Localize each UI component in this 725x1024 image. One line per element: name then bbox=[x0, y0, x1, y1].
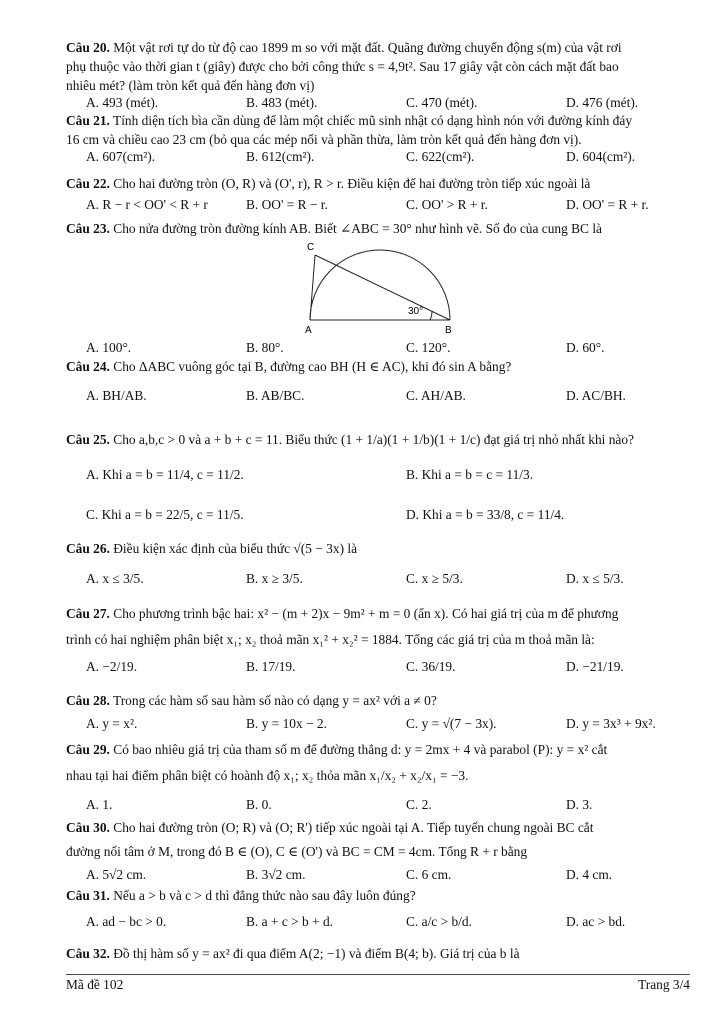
question-29-line-2: nhau tại hai điểm phân biệt có hoành độ x₁; x₂ thỏa mãn x₁/x₂ + x₂/x₁ = −3. bbox=[66, 768, 469, 783]
question-21 bbox=[66, 111, 690, 149]
option-d[interactable]: D. 3. bbox=[566, 797, 593, 812]
option-c[interactable]: C. 2. bbox=[406, 797, 432, 812]
option-c[interactable]: C. 36/19. bbox=[406, 659, 456, 674]
option-d[interactable]: D. 60°. bbox=[566, 340, 605, 355]
option-b[interactable]: B. 612(cm²). bbox=[246, 149, 315, 164]
option-c[interactable]: C. 622(cm²). bbox=[406, 149, 475, 164]
option-c[interactable]: C. x ≥ 5/3. bbox=[406, 571, 463, 586]
question-25-options-row-1 bbox=[86, 457, 690, 493]
question-27-line-1: Câu 27. Cho phương trình bậc hai: x² − (m + 2)x − 9m² + m = 0 (ẩn x). Có hai giá trị của m để phương bbox=[66, 606, 619, 621]
question-28-options bbox=[86, 714, 690, 733]
question-31-options bbox=[86, 912, 690, 931]
question-21-options bbox=[86, 147, 690, 166]
question-29 bbox=[66, 737, 690, 789]
question-30 bbox=[66, 816, 690, 864]
question-23: Câu 23. Cho nửa đường tròn đường kính AB. Biết ∠ABC = 30° như hình vẽ. Số đo của cung BC là bbox=[66, 221, 603, 236]
option-b[interactable]: B. AB/BC. bbox=[246, 388, 305, 403]
question-21-line-2: 16 cm và chiều cao 23 cm (bỏ qua các mép nối và phần thừa, làm tròn kết quả đến hàng đơn vị). bbox=[66, 132, 582, 147]
question-27 bbox=[66, 601, 690, 653]
option-c[interactable]: C. 120°. bbox=[406, 340, 451, 355]
option-d[interactable]: D. ac > bd. bbox=[566, 914, 626, 929]
option-c[interactable]: C. y = √(7 − 3x). bbox=[406, 716, 497, 731]
option-d[interactable]: D. 4 cm. bbox=[566, 867, 613, 882]
option-d[interactable]: D. y = 3x³ + 9x². bbox=[566, 716, 656, 731]
question-30-line-2: đường nối tâm ở M, trong đó B ∈ (O), C ∈ (O') và BC = CM = 4cm. Tổng R + r bằng bbox=[66, 844, 528, 859]
option-b[interactable]: B. 80°. bbox=[246, 340, 284, 355]
option-b[interactable]: B. y = 10x − 2. bbox=[246, 716, 327, 731]
option-d[interactable]: D. AC/BH. bbox=[566, 388, 626, 403]
question-26: Câu 26. Điều kiện xác định của biểu thức √(5 − 3x) là bbox=[66, 541, 358, 556]
question-25: Câu 25. Cho a,b,c > 0 và a + b + c = 11. Biểu thức (1 + 1/a)(1 + 1/b)(1 + 1/c) đạt giá trị nhỏ nhất khi nào? bbox=[66, 432, 634, 447]
option-c[interactable]: C. AH/AB. bbox=[406, 388, 466, 403]
chord-bc bbox=[315, 255, 450, 320]
option-c[interactable]: C. a/c > b/d. bbox=[406, 914, 472, 929]
option-a[interactable]: A. 1. bbox=[86, 797, 113, 812]
question-27-line-2: trình có hai nghiệm phân biệt x₁; x₂ thoả mãn x₁² + x₂² = 1884. Tổng các giá trị của m thoả mãn là: bbox=[66, 632, 595, 647]
semicircle-figure bbox=[296, 240, 466, 336]
option-d[interactable]: D. −21/19. bbox=[566, 659, 624, 674]
question-30-options bbox=[86, 865, 690, 884]
question-31: Câu 31. Nếu a > b và c > d thì đẳng thức nào sau đây luôn đúng? bbox=[66, 888, 416, 903]
page-footer bbox=[66, 974, 690, 995]
option-b[interactable]: B. a + c > b + d. bbox=[246, 914, 333, 929]
question-26-options bbox=[86, 569, 690, 588]
option-a[interactable]: A. y = x². bbox=[86, 716, 138, 731]
option-a[interactable]: A. R − r < OO' < R + r bbox=[86, 197, 208, 212]
question-29-line-1: Câu 29. Có bao nhiêu giá trị của tham số m để đường thẳng d: y = 2mx + 4 và parabol (P): y = x² cắt bbox=[66, 742, 608, 757]
question-20 bbox=[66, 38, 690, 95]
question-20-line-2: phụ thuộc vào thời gian t (giây) được cho bởi công thức s = 4,9t². Sau 17 giây vật còn cách mặt đất bao bbox=[66, 59, 619, 74]
option-b[interactable]: B. x ≥ 3/5. bbox=[246, 571, 303, 586]
question-29-options bbox=[86, 795, 690, 814]
exam-code: Mã đề 102 bbox=[66, 977, 124, 992]
question-25-options-row-2 bbox=[86, 497, 690, 533]
option-b[interactable]: B. 483 (mét). bbox=[246, 95, 318, 110]
option-a[interactable]: A. 5√2 cm. bbox=[86, 867, 147, 882]
option-d[interactable]: D. 604(cm²). bbox=[566, 149, 636, 164]
option-c[interactable]: C. Khi a = b = 22/5, c = 11/5. bbox=[86, 507, 244, 522]
option-a[interactable]: A. 607(cm²). bbox=[86, 149, 156, 164]
question-22-options bbox=[86, 195, 690, 214]
point-c-label: C bbox=[307, 242, 315, 253]
option-c[interactable]: C. 470 (mét). bbox=[406, 95, 478, 110]
option-c[interactable]: C. 6 cm. bbox=[406, 867, 452, 882]
option-d[interactable]: D. 476 (mét). bbox=[566, 95, 639, 110]
question-21-line-1: Câu 21. Tính diện tích bìa cần dùng để làm một chiếc mũ sinh nhật có dạng hình nón với đường kính đáy bbox=[66, 113, 633, 128]
page-number: Trang 3/4 bbox=[638, 977, 690, 992]
option-b[interactable]: B. OO' = R − r. bbox=[246, 197, 328, 212]
question-32: Câu 32. Đồ thị hàm số y = ax² đi qua điểm A(2; −1) và điểm B(4; b). Giá trị của b là bbox=[66, 946, 520, 961]
option-d[interactable]: D. OO' = R + r. bbox=[566, 197, 649, 212]
option-b[interactable]: B. 3√2 cm. bbox=[246, 867, 306, 882]
option-b[interactable]: B. 0. bbox=[246, 797, 272, 812]
chord-ac bbox=[310, 255, 315, 320]
option-a[interactable]: A. ad − bc > 0. bbox=[86, 914, 167, 929]
angle-label: 30° bbox=[408, 306, 424, 317]
point-b-label: B bbox=[445, 325, 452, 336]
option-a[interactable]: A. x ≤ 3/5. bbox=[86, 571, 144, 586]
question-22: Câu 22. Cho hai đường tròn (O, R) và (O', r), R > r. Điều kiện để hai đường tròn tiếp xúc ngoài là bbox=[66, 176, 591, 191]
option-a[interactable]: A. Khi a = b = 11/4, c = 11/2. bbox=[86, 467, 244, 482]
question-24: Câu 24. Cho ΔABC vuông góc tại B, đường cao BH (H ∈ AC), khi đó sin A bằng? bbox=[66, 359, 512, 374]
question-28: Câu 28. Trong các hàm số sau hàm số nào có dạng y = ax² với a ≠ 0? bbox=[66, 693, 437, 708]
option-c[interactable]: C. OO' > R + r. bbox=[406, 197, 488, 212]
question-23-options bbox=[86, 338, 690, 357]
question-27-options bbox=[86, 657, 690, 676]
question-20-line-1: Câu 20. Một vật rơi tự do từ độ cao 1899 m so với mặt đất. Quãng đường chuyển động s(m) của vật rơi bbox=[66, 40, 622, 55]
question-30-line-1: Câu 30. Cho hai đường tròn (O; R) và (O; R') tiếp xúc ngoài tại A. Tiếp tuyến chung ngoài BC cắt bbox=[66, 820, 594, 835]
option-b[interactable]: B. Khi a = b = c = 11/3. bbox=[406, 467, 534, 482]
option-a[interactable]: A. 100°. bbox=[86, 340, 132, 355]
angle-arc bbox=[430, 311, 432, 320]
point-a-label: A bbox=[305, 325, 312, 336]
option-a[interactable]: A. 493 (mét). bbox=[86, 95, 159, 110]
question-20-options bbox=[86, 93, 690, 112]
question-20-line-3: nhiêu mét? (làm tròn kết quả đến hàng đơn vị) bbox=[66, 78, 315, 93]
option-a[interactable]: A. −2/19. bbox=[86, 659, 138, 674]
option-d[interactable]: D. x ≤ 5/3. bbox=[566, 571, 624, 586]
option-a[interactable]: A. BH/AB. bbox=[86, 388, 147, 403]
question-24-options bbox=[86, 386, 690, 405]
option-d[interactable]: D. Khi a = b = 33/8, c = 11/4. bbox=[406, 507, 565, 522]
option-b[interactable]: B. 17/19. bbox=[246, 659, 296, 674]
